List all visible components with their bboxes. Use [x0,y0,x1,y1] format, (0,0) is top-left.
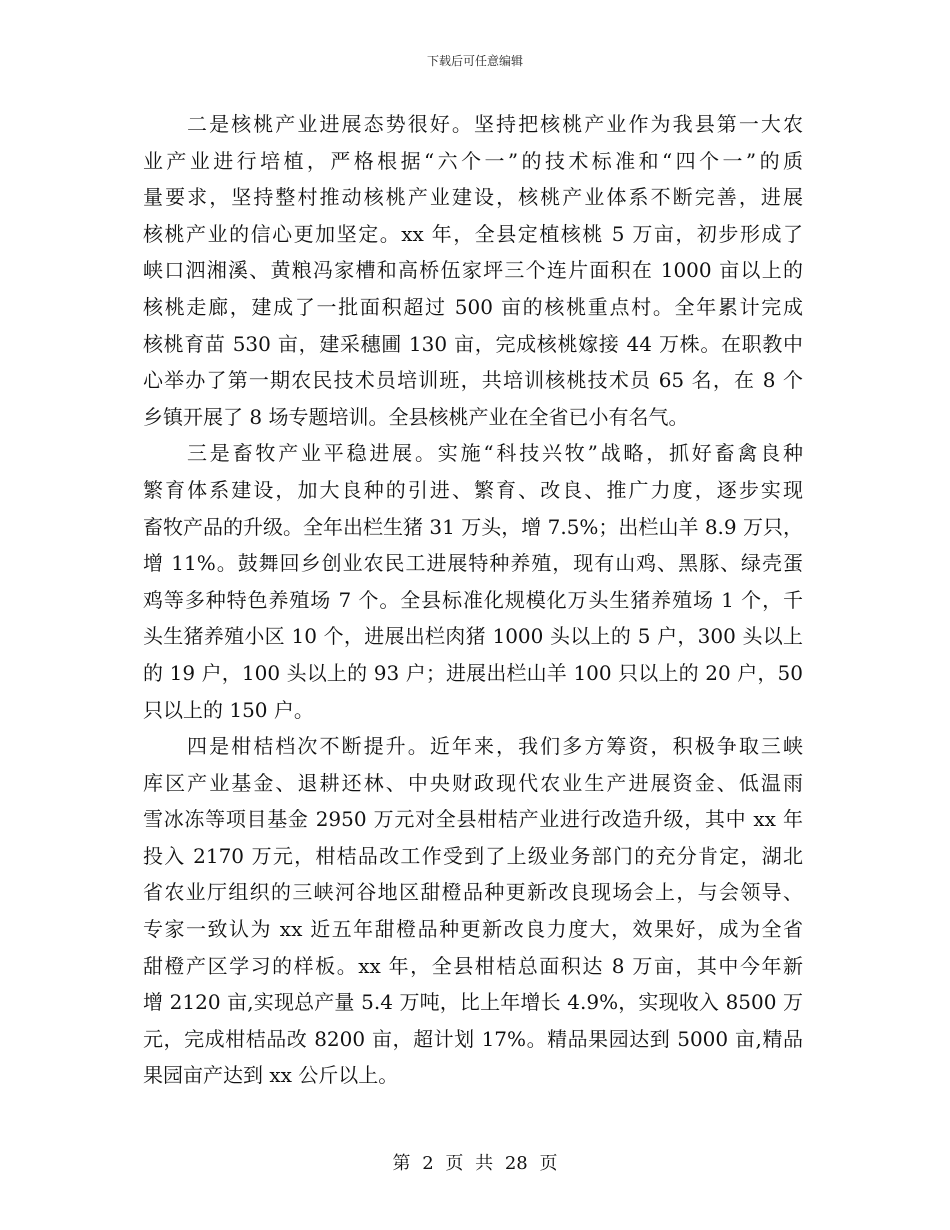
paragraph-line: 果园亩产达到 xx 公斤以上。 [143,1063,399,1088]
paragraph-line: 二是核桃产业进展态势很好。坚持把核桃产业作为我县第一大农 [187,112,803,136]
paragraph-livestock [143,435,803,728]
paragraph-line: 增 2120 亩,实现总产量 5.4 万吨，比上年增长 4.9%，实现收入 8500 万 [143,990,803,1015]
paragraph-line: 核桃产业的信心更加坚定。xx 年，全县定植核桃 5 万亩，初步形成了 [143,221,803,246]
paragraph-line: 量要求，坚持整村推动核桃产业建设，核桃产业体系不断完善，进展 [143,185,803,210]
document-body [143,106,803,1094]
paragraph-line: 专家一致认为 xx 近五年甜橙品种更新改良力度大，效果好，成为全省 [143,917,803,942]
paragraph-line: 投入 2170 万元，柑桔品改工作受到了上级业务部门的充分肯定，湖北 [143,843,803,868]
paragraph-line: 元，完成柑桔品改 8200 亩，超计划 17%。精品果园达到 5000 亩,精品 [143,1026,803,1051]
paragraph-line: 四是柑桔档次不断提升。近年来，我们多方筹资，积极争取三峡 [187,734,803,759]
paragraph-line: 省农业厅组织的三峡河谷地区甜橙品种更新改良现场会上，与会领导、 [143,880,803,905]
paragraph-line: 繁育体系建设，加大良种的引进、繁育、改良、推广力度，逐步实现 [143,477,803,502]
paragraph-citrus [143,728,803,1094]
paragraph-line: 增 11%。鼓舞回乡创业农民工进展特种养殖，现有山鸡、黑豚、绿壳蛋 [143,551,803,576]
paragraph-line: 只以上的 150 户。 [143,697,314,722]
paragraph-line: 雪冰冻等项目基金 2950 万元对全县柑桔产业进行改造升级，其中 xx 年 [143,807,803,832]
paragraph-line: 峡口泗湘溪、黄粮冯家槽和高桥伍家坪三个连片面积在 1000 亩以上的 [143,258,803,283]
paragraph-line: 业产业进行培植，严格根据“六个一”的技术标准和“四个一”的质 [143,148,803,173]
paragraph-walnut [143,106,803,435]
paragraph-line: 三是畜牧产业平稳进展。实施“科技兴牧”战略，抓好畜禽良种 [187,441,803,466]
paragraph-line: 鸡等多种特色养殖场 7 个。全县标准化规模化万头生猪养殖场 1 个，千 [143,587,803,612]
paragraph-line: 库区产业基金、退耕还林、中央财政现代农业生产进展资金、低温雨 [143,770,803,795]
paragraph-line: 畜牧产品的升级。全年出栏生猪 31 万头，增 7.5%；出栏山羊 8.9 万只， [143,514,803,539]
paragraph-line: 心举办了第一期农民技术员培训班，共培训核桃技术员 65 名，在 8 个 [143,368,803,393]
paragraph-line: 的 19 户，100 头以上的 93 户；进展出栏山羊 100 只以上的 20 户，50 [143,660,803,685]
page-number-footer: 第 2 页 共 28 页 [392,1153,558,1174]
paragraph-line: 头生猪养殖小区 10 个，进展出栏肉猪 1000 头以上的 5 户，300 头以上 [143,624,803,649]
paragraph-line: 核桃育苗 530 亩，建采穗圃 130 亩，完成核桃嫁接 44 万株。在职教中 [143,331,803,356]
paragraph-line: 乡镇开展了 8 场专题培训。全县核桃产业在全省已小有名气。 [143,404,689,429]
page-header: 下载后可任意编辑 [426,54,523,68]
paragraph-line: 核桃走廊，建成了一批面积超过 500 亩的核桃重点村。全年累计完成 [143,294,803,319]
paragraph-line: 甜橙产区学习的样板。xx 年，全县柑桔总面积达 8 万亩，其中今年新 [143,953,803,978]
